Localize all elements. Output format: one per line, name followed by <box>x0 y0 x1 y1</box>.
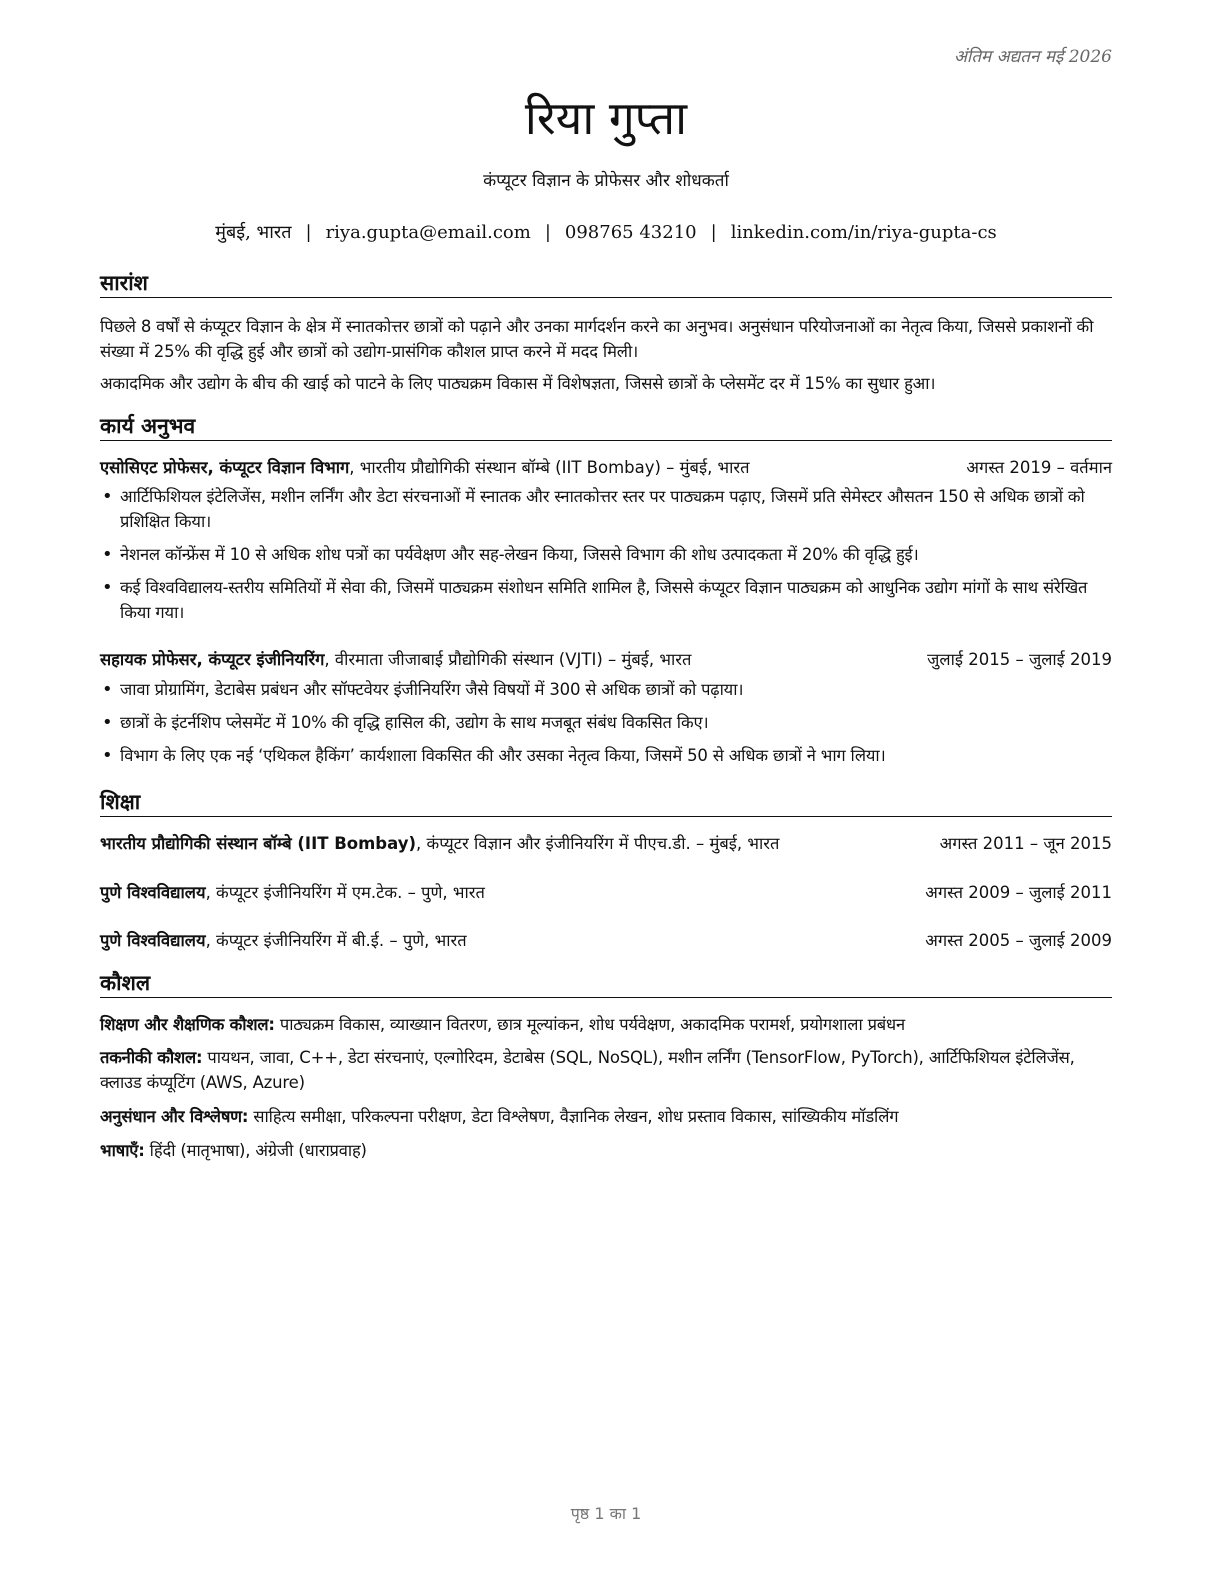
skill-line <box>100 1138 1112 1163</box>
education-dates: अगस्त 2005 – जुलाई 2009 <box>925 931 1112 950</box>
job-org: , वीरमाता जीजाबाई प्रौद्योगिकी संस्थान (VJTI) – मुंबई, भारत <box>324 650 692 669</box>
last-updated: अंतिम अद्यतन मई 2026 <box>953 47 1112 67</box>
skill-value: हिंदी (मातृभाषा), अंग्रेजी (धाराप्रवाह) <box>144 1141 367 1160</box>
education-detail: , कंप्यूटर इंजीनियरिंग में एम.टेक. – पुणे, भारत <box>205 883 485 902</box>
person-name: रिया गुप्ता <box>524 91 688 145</box>
skill-label: अनुसंधान और विश्लेषण: <box>100 1107 249 1126</box>
education-dates: अगस्त 2009 – जुलाई 2011 <box>925 883 1112 902</box>
list-item: • आर्टिफिशियल इंटेलिजेंस, मशीन लर्निंग और डेटा संरचनाओं में स्नातक और स्नातकोत्तर स्तर पर पाठ्यक्रम पढ़ाए, जिसमें प्रति सेमेस्टर औसतन 150 से अधिक छात्रों को प्रशिक्षित किया। <box>100 484 1112 534</box>
contact-separator: | <box>305 222 312 243</box>
contact-location: मुंबई, भारत <box>215 222 292 243</box>
contact-phone[interactable]: 098765 43210 <box>564 222 697 243</box>
education-institution: पुणे विश्वविद्यालय <box>100 931 206 950</box>
skill-value: पायथन, जावा, C++, डेटा संरचनाएं, एल्गोरिदम, डेटाबेस (SQL, NoSQL), मशीन लर्निंग (TensorFlow, PyTorch), आर्टिफिशियल इंटेलिजेंस, क्लाउड कंप्यूटिंग (AWS, Azure) <box>100 1048 1075 1092</box>
education-dates: अगस्त 2011 – जून 2015 <box>939 834 1112 853</box>
skill-label: भाषाएँ: <box>100 1141 145 1160</box>
skill-value: साहित्य समीक्षा, परिकल्पना परीक्षण, डेटा विश्लेषण, वैज्ञानिक लेखन, शोध प्रस्ताव विकास, सांख्यिकीय मॉडलिंग <box>248 1107 899 1126</box>
job-bullets <box>100 484 1112 633</box>
education-item <box>100 929 1112 953</box>
skill-label: तकनीकी कौशल: <box>100 1048 203 1067</box>
person-title: कंप्यूटर विज्ञान के प्रोफेसर और शोधकर्ता <box>483 171 729 191</box>
section-title-skills: कौशल <box>100 970 1112 998</box>
skill-line <box>100 1012 1112 1037</box>
education-item <box>100 881 1112 905</box>
contact-email[interactable]: riya.gupta@email.com <box>325 222 531 243</box>
contact-separator: | <box>710 222 717 243</box>
page-number: पृष्ठ 1 का 1 <box>570 1504 642 1523</box>
contact-line <box>100 220 1112 244</box>
list-item: • छात्रों के इंटर्नशिप प्लेसमेंट में 10% की वृद्धि हासिल की, उद्योग के साथ मजबूत संबंध विकसित किए। <box>100 710 1112 735</box>
education-detail: , कंप्यूटर विज्ञान और इंजीनियरिंग में पीएच.डी. – मुंबई, भारत <box>416 834 780 853</box>
education-institution: पुणे विश्वविद्यालय <box>100 883 206 902</box>
list-item: • जावा प्रोग्रामिंग, डेटाबेस प्रबंधन और सॉफ्टवेयर इंजीनियरिंग जैसे विषयों में 300 से अधिक छात्रों को पढ़ाया। <box>100 677 1112 702</box>
job-bullets <box>100 677 1112 776</box>
skill-line <box>100 1045 1112 1095</box>
job-dates: अगस्त 2019 – वर्तमान <box>966 458 1112 477</box>
job-header <box>100 648 1112 672</box>
section-title-experience: कार्य अनुभव <box>100 413 1112 441</box>
contact-linkedin[interactable]: linkedin.com/in/riya-gupta-cs <box>730 222 997 243</box>
job-role: सहायक प्रोफेसर, कंप्यूटर इंजीनियरिंग <box>100 650 325 669</box>
job-org: , भारतीय प्रौद्योगिकी संस्थान बॉम्बे (IIT Bombay) – मुंबई, भारत <box>349 458 750 477</box>
resume-page <box>100 0 1112 1584</box>
skill-label: शिक्षण और शैक्षणिक कौशल: <box>100 1015 275 1034</box>
section-title-education: शिक्षा <box>100 789 1112 817</box>
job-header <box>100 456 1112 480</box>
skill-value: पाठ्यक्रम विकास, व्याख्यान वितरण, छात्र मूल्यांकन, शोध पर्यवेक्षण, अकादमिक परामर्श, प्रयोगशाला प्रबंधन <box>274 1015 905 1034</box>
list-item: • कई विश्वविद्यालय-स्तरीय समितियों में सेवा की, जिसमें पाठ्यक्रम संशोधन समिति शामिल है, जिससे कंप्यूटर विज्ञान पाठ्यक्रम को आधुनिक उद्योग मांगों के साथ संरेखित किया गया। <box>100 575 1112 625</box>
summary-paragraph: अकादमिक और उद्योग के बीच की खाई को पाटने के लिए पाठ्यक्रम विकास में विशेषज्ञता, जिससे छात्रों के प्लेसमेंट दर में 15% का सुधार हुआ। <box>100 374 936 393</box>
list-item: • नेशनल कॉन्फ्रेंस में 10 से अधिक शोध पत्रों का पर्यवेक्षण और सह-लेखन किया, जिससे विभाग की शोध उत्पादकता में 20% की वृद्धि हुई। <box>100 542 1112 567</box>
skill-line <box>100 1104 1112 1129</box>
job-dates: जुलाई 2015 – जुलाई 2019 <box>927 650 1112 669</box>
education-item <box>100 832 1112 856</box>
education-institution: भारतीय प्रौद्योगिकी संस्थान बॉम्बे (IIT Bombay) <box>100 834 417 853</box>
job-role: एसोसिएट प्रोफेसर, कंप्यूटर विज्ञान विभाग <box>100 458 350 477</box>
section-title-summary: सारांश <box>100 270 1112 298</box>
contact-separator: | <box>544 222 551 243</box>
education-detail: , कंप्यूटर इंजीनियरिंग में बी.ई. – पुणे, भारत <box>205 931 467 950</box>
summary-paragraph: पिछले 8 वर्षों से कंप्यूटर विज्ञान के क्षेत्र में स्नातकोत्तर छात्रों को पढ़ाने और उनका मार्गदर्शन करने का अनुभव। अनुसंधान परियोजनाओं का नेतृत्व किया, जिससे प्रकाशनों की संख्या में 25% की वृद्धि हुई और छात्रों को उद्योग-प्रासंगिक कौशल प्राप्त करने में मदद मिली। <box>100 317 1094 361</box>
list-item: • विभाग के लिए एक नई ‘एथिकल हैकिंग’ कार्यशाला विकसित की और उसका नेतृत्व किया, जिसमें 50 से अधिक छात्रों ने भाग लिया। <box>100 743 1112 768</box>
